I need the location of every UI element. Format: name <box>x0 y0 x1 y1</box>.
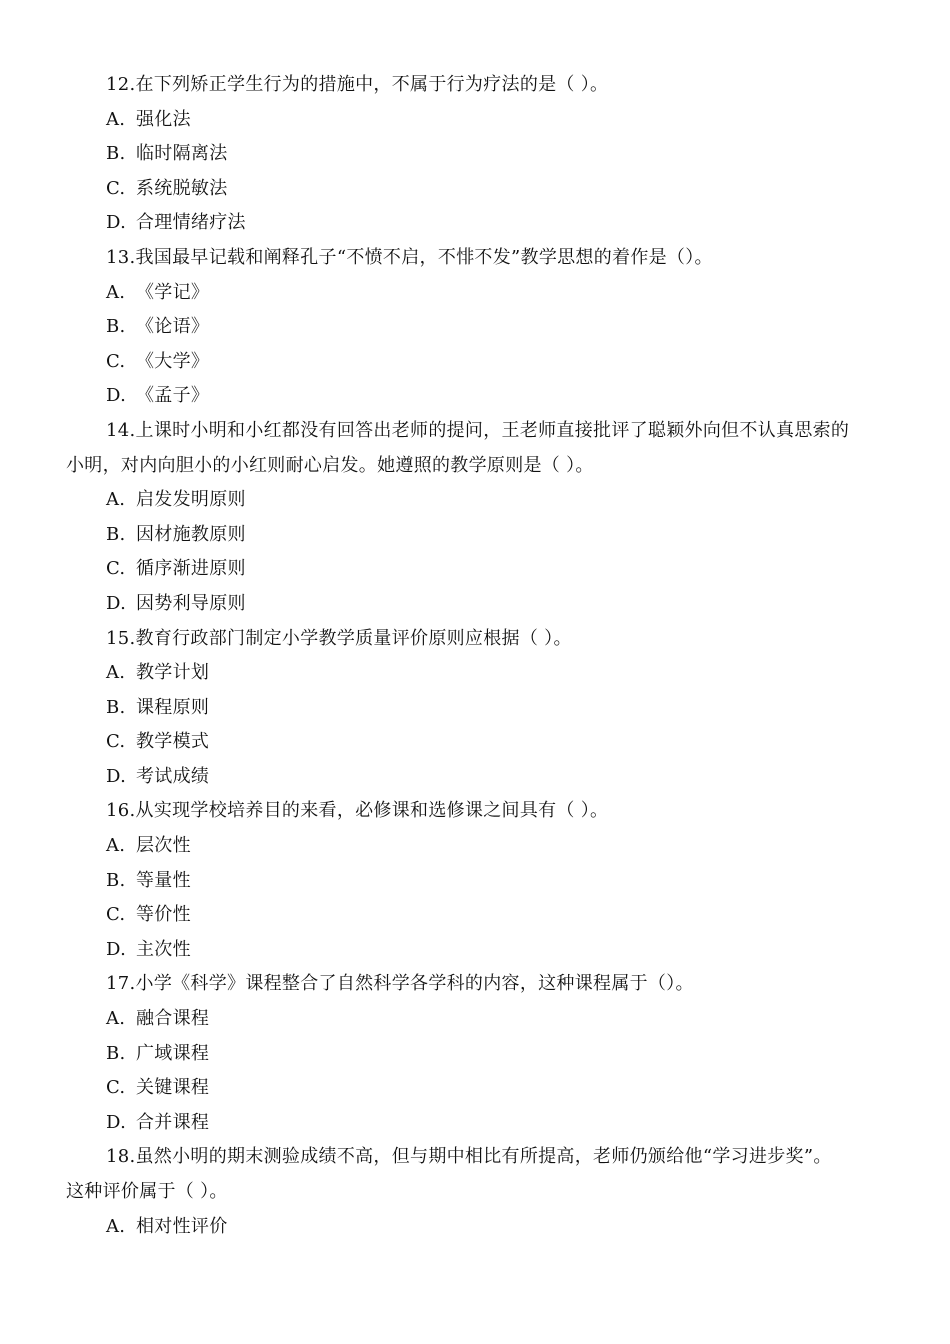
option-letter: B. <box>106 869 126 891</box>
answer-option <box>0 691 950 726</box>
option-text: 《学记》 <box>136 281 210 303</box>
option-text: 循序渐进原则 <box>136 558 246 580</box>
option-letter: C. <box>106 1077 126 1099</box>
question-stem: 17.小学《科学》课程整合了自然科学各学科的内容，这种课程属于（）。 <box>106 973 694 995</box>
option-text: 启发发明原则 <box>136 489 246 511</box>
option-text: 临时隔离法 <box>136 143 228 165</box>
answer-option <box>0 518 950 553</box>
answer-option <box>0 587 950 622</box>
answer-option <box>0 864 950 899</box>
option-text: 《大学》 <box>136 350 210 372</box>
option-letter: A. <box>106 1008 126 1030</box>
question-block <box>0 68 950 241</box>
option-letter: C. <box>106 350 126 372</box>
option-letter: C. <box>106 731 126 753</box>
option-letter: D. <box>106 938 127 960</box>
option-letter: B. <box>106 523 126 545</box>
option-text: 相对性评价 <box>136 1215 228 1237</box>
option-text: 因势利导原则 <box>136 592 246 614</box>
option-letter: B. <box>106 696 126 718</box>
option-text: 《论语》 <box>136 316 210 338</box>
option-letter: C. <box>106 904 126 926</box>
question-block <box>0 1140 950 1244</box>
question-block <box>0 967 950 1140</box>
option-letter: B. <box>106 1042 126 1064</box>
answer-option <box>0 276 950 311</box>
answer-option <box>0 172 950 207</box>
question-block <box>0 622 950 795</box>
option-letter: D. <box>106 1111 127 1133</box>
answer-option <box>0 829 950 864</box>
option-letter: D. <box>106 592 127 614</box>
option-text: 层次性 <box>136 835 191 857</box>
option-letter: D. <box>106 385 127 407</box>
option-letter: B. <box>106 316 126 338</box>
option-letter: A. <box>106 281 126 303</box>
option-text: 因材施教原则 <box>136 523 246 545</box>
answer-option <box>0 933 950 968</box>
question-stem: 14.上课时小明和小红都没有回答出老师的提问，王老师直接批评了聪颖外向但不认真思索的 <box>106 419 850 441</box>
question-stem-continued: 这种评价属于（ ）。 <box>66 1181 228 1202</box>
question-stem: 13.我国最早记载和阐释孔子“不愤不启，不悱不发”教学思想的着作是（）。 <box>106 246 713 268</box>
answer-option <box>0 1071 950 1106</box>
question-stem: 15.教育行政部门制定小学教学质量评价原则应根据（ ）。 <box>106 627 572 649</box>
question-stem-continued: 小明，对内向胆小的小红则耐心启发。她遵照的教学原则是（ ）。 <box>66 454 594 476</box>
option-letter: A. <box>106 1215 126 1237</box>
question-block <box>0 414 950 622</box>
option-text: 考试成绩 <box>136 765 210 787</box>
option-letter: A. <box>106 108 126 130</box>
answer-option <box>0 103 950 138</box>
option-text: 合理情绪疗法 <box>136 212 246 234</box>
option-text: 等价性 <box>136 904 191 926</box>
answer-option <box>0 345 950 380</box>
option-text: 强化法 <box>136 108 191 130</box>
option-text: 教学计划 <box>136 662 210 684</box>
answer-option <box>0 725 950 760</box>
option-text: 课程原则 <box>136 696 210 718</box>
option-text: 等量性 <box>136 869 191 891</box>
option-letter: D. <box>106 212 127 234</box>
question-stem: 16.从实现学校培养目的来看，必修课和选修课之间具有（ ）。 <box>106 800 609 822</box>
option-letter: A. <box>106 489 126 511</box>
question-stem: 12.在下列矫正学生行为的措施中，不属于行为疗法的是（ ）。 <box>106 74 609 95</box>
answer-option <box>0 760 950 795</box>
option-letter: C. <box>106 177 126 199</box>
answer-option <box>0 1002 950 1037</box>
option-text: 广域课程 <box>136 1042 210 1064</box>
option-letter: D. <box>106 765 127 787</box>
option-text: 关键课程 <box>136 1077 210 1099</box>
option-letter: A. <box>106 835 126 857</box>
option-text: 系统脱敏法 <box>136 177 228 199</box>
answer-option <box>0 310 950 345</box>
exam-page <box>0 68 950 1244</box>
option-text: 教学模式 <box>136 731 210 753</box>
answer-option <box>0 379 950 414</box>
answer-option <box>0 483 950 518</box>
option-text: 融合课程 <box>136 1008 210 1030</box>
answer-option <box>0 206 950 241</box>
answer-option <box>0 1210 950 1245</box>
answer-option <box>0 552 950 587</box>
answer-option <box>0 137 950 172</box>
option-text: 《孟子》 <box>136 385 210 407</box>
answer-option <box>0 656 950 691</box>
answer-option <box>0 898 950 933</box>
question-stem: 18.虽然小明的期末测验成绩不高，但与期中相比有所提高，老师仍颁给他“学习进步奖”。 <box>106 1146 832 1168</box>
question-block <box>0 794 950 967</box>
option-text: 主次性 <box>136 938 191 960</box>
answer-option <box>0 1106 950 1141</box>
option-text: 合并课程 <box>136 1111 210 1133</box>
option-letter: C. <box>106 558 126 580</box>
option-letter: A. <box>106 662 126 684</box>
answer-option <box>0 1037 950 1072</box>
question-block <box>0 241 950 414</box>
option-letter: B. <box>106 143 126 165</box>
